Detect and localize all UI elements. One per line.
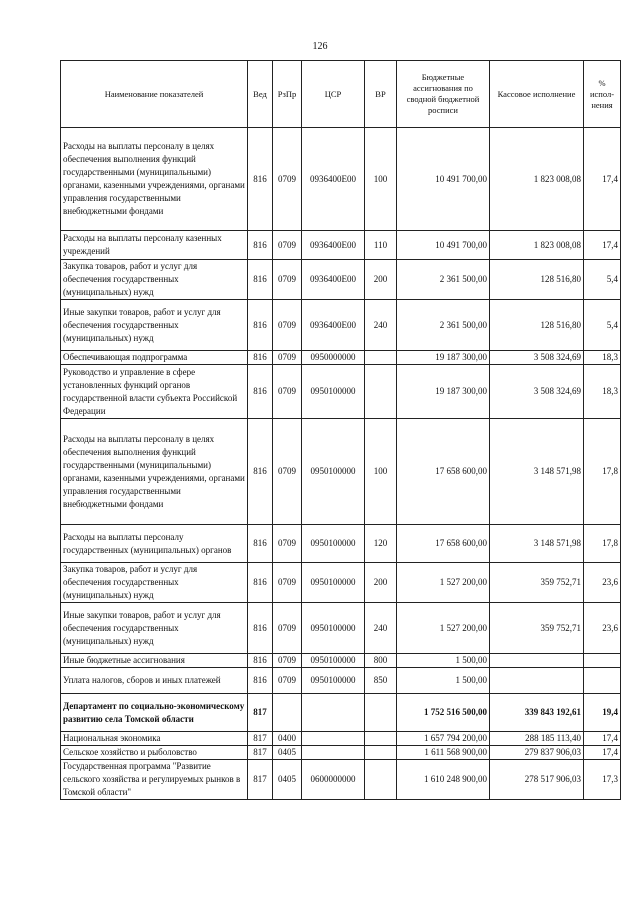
cell-csr: 0950100000 — [302, 365, 365, 419]
cell-csr: 0600000000 — [302, 760, 365, 800]
cell-assign: 2 361 500,00 — [397, 300, 490, 351]
col-header-rzpr: РзПр — [273, 61, 302, 128]
cell-rzpr: 0709 — [273, 128, 302, 231]
cell-vr: 120 — [365, 525, 397, 563]
cell-vr: 100 — [365, 128, 397, 231]
cell-assign: 1 500,00 — [397, 654, 490, 668]
cell-vr: 200 — [365, 260, 397, 300]
cell-name: Закупка товаров, работ и услуг для обеспечения государственных (муниципальных) нужд — [61, 563, 248, 603]
cell-vr: 240 — [365, 300, 397, 351]
cell-vr: 100 — [365, 419, 397, 525]
cell-name: Расходы на выплаты персоналу в целях обеспечения выполнения функций государственными (муниципальными) органами, казенными учреждениями, органами управления государственными внебюджетными фондами — [61, 419, 248, 525]
cell-name: Иные бюджетные ассигнования — [61, 654, 248, 668]
col-header-csr: ЦСР — [302, 61, 365, 128]
cell-ved: 816 — [248, 128, 273, 231]
table-row — [61, 231, 621, 260]
cell-vr: 850 — [365, 668, 397, 694]
cell-rzpr: 0405 — [273, 760, 302, 800]
cell-rzpr: 0709 — [273, 300, 302, 351]
table-row — [61, 563, 621, 603]
table-row — [61, 260, 621, 300]
cell-assign: 1 657 794 200,00 — [397, 732, 490, 746]
cell-pct — [584, 668, 621, 694]
cell-rzpr: 0709 — [273, 260, 302, 300]
cell-vr — [365, 351, 397, 365]
cell-vr: 110 — [365, 231, 397, 260]
cell-pct: 17,8 — [584, 419, 621, 525]
cell-csr — [302, 694, 365, 732]
cell-name: Департамент по социально-экономическому развитию села Томской области — [61, 694, 248, 732]
table-row — [61, 746, 621, 760]
cell-csr: 0950000000 — [302, 351, 365, 365]
cell-name: Национальная экономика — [61, 732, 248, 746]
cell-rzpr: 0405 — [273, 746, 302, 760]
cell-cash — [490, 654, 584, 668]
cell-ved: 816 — [248, 231, 273, 260]
cell-cash: 278 517 906,03 — [490, 760, 584, 800]
cell-vr — [365, 694, 397, 732]
cell-ved: 816 — [248, 300, 273, 351]
cell-vr — [365, 746, 397, 760]
cell-ved: 816 — [248, 419, 273, 525]
cell-csr: 0950100000 — [302, 603, 365, 654]
col-header-pct: % испол-нения — [584, 61, 621, 128]
col-header-assign: Бюджетные ассигнования по сводной бюджетной росписи — [397, 61, 490, 128]
cell-name: Обеспечивающая подпрограмма — [61, 351, 248, 365]
cell-cash: 288 185 113,40 — [490, 732, 584, 746]
cell-name: Иные закупки товаров, работ и услуг для обеспечения государственных (муниципальных) нужд — [61, 603, 248, 654]
cell-assign: 17 658 600,00 — [397, 525, 490, 563]
cell-csr: 0950100000 — [302, 563, 365, 603]
cell-rzpr: 0709 — [273, 654, 302, 668]
cell-name: Руководство и управление в сфере установленных функций органов государственной власти субъекта Российской Федерации — [61, 365, 248, 419]
table-row — [61, 300, 621, 351]
cell-rzpr: 0709 — [273, 419, 302, 525]
cell-vr — [365, 732, 397, 746]
cell-cash: 128 516,80 — [490, 300, 584, 351]
cell-rzpr — [273, 694, 302, 732]
cell-rzpr: 0709 — [273, 668, 302, 694]
cell-assign: 19 187 300,00 — [397, 351, 490, 365]
table-row — [61, 760, 621, 800]
cell-assign: 1 610 248 900,00 — [397, 760, 490, 800]
cell-ved: 817 — [248, 760, 273, 800]
cell-ved: 817 — [248, 732, 273, 746]
col-header-ved: Вед — [248, 61, 273, 128]
cell-ved: 816 — [248, 603, 273, 654]
cell-cash: 1 823 008,08 — [490, 231, 584, 260]
cell-name: Сельское хозяйство и рыболовство — [61, 746, 248, 760]
cell-assign: 17 658 600,00 — [397, 419, 490, 525]
cell-pct: 5,4 — [584, 300, 621, 351]
cell-cash: 1 823 008,08 — [490, 128, 584, 231]
cell-assign: 1 500,00 — [397, 668, 490, 694]
cell-name: Расходы на выплаты персоналу государственных (муниципальных) органов — [61, 525, 248, 563]
cell-name: Расходы на выплаты персоналу казенных учреждений — [61, 231, 248, 260]
cell-vr — [365, 365, 397, 419]
cell-cash: 3 508 324,69 — [490, 365, 584, 419]
page-number: 126 — [312, 41, 328, 52]
cell-assign: 1 527 200,00 — [397, 563, 490, 603]
cell-assign: 10 491 700,00 — [397, 231, 490, 260]
cell-vr: 200 — [365, 563, 397, 603]
cell-name: Уплата налогов, сборов и иных платежей — [61, 668, 248, 694]
col-header-cash: Кассовое исполнение — [490, 61, 584, 128]
cell-assign: 19 187 300,00 — [397, 365, 490, 419]
cell-pct: 17,4 — [584, 128, 621, 231]
cell-pct: 18,3 — [584, 351, 621, 365]
cell-rzpr: 0709 — [273, 563, 302, 603]
cell-csr: 0936400Е00 — [302, 128, 365, 231]
cell-pct: 17,4 — [584, 231, 621, 260]
cell-name: Закупка товаров, работ и услуг для обеспечения государственных (муниципальных) нужд — [61, 260, 248, 300]
table-row — [61, 525, 621, 563]
table-row — [61, 668, 621, 694]
cell-csr: 0950100000 — [302, 525, 365, 563]
cell-vr: 240 — [365, 603, 397, 654]
table-row — [61, 419, 621, 525]
cell-rzpr: 0400 — [273, 732, 302, 746]
cell-assign: 2 361 500,00 — [397, 260, 490, 300]
cell-csr: 0936400Е00 — [302, 300, 365, 351]
table-row — [61, 654, 621, 668]
cell-csr: 0936400Е00 — [302, 231, 365, 260]
cell-name: Государственная программа "Развитие сельского хозяйства и регулируемых рынков в Томской области" — [61, 760, 248, 800]
cell-pct: 19,4 — [584, 694, 621, 732]
cell-vr: 800 — [365, 654, 397, 668]
cell-ved: 816 — [248, 668, 273, 694]
header-row — [61, 61, 621, 128]
table-row — [61, 732, 621, 746]
cell-ved: 816 — [248, 260, 273, 300]
cell-pct: 17,4 — [584, 732, 621, 746]
cell-pct: 18,3 — [584, 365, 621, 419]
cell-ved: 816 — [248, 654, 273, 668]
col-header-name: Наименование показателей — [61, 61, 248, 128]
cell-rzpr: 0709 — [273, 603, 302, 654]
cell-csr: 0950100000 — [302, 654, 365, 668]
cell-name: Иные закупки товаров, работ и услуг для обеспечения государственных (муниципальных) нужд — [61, 300, 248, 351]
cell-rzpr: 0709 — [273, 525, 302, 563]
cell-pct: 23,6 — [584, 603, 621, 654]
cell-rzpr: 0709 — [273, 351, 302, 365]
cell-cash: 359 752,71 — [490, 563, 584, 603]
cell-assign: 10 491 700,00 — [397, 128, 490, 231]
cell-csr: 0950100000 — [302, 419, 365, 525]
table-row — [61, 351, 621, 365]
cell-ved: 816 — [248, 525, 273, 563]
table-row — [61, 128, 621, 231]
cell-assign: 1 611 568 900,00 — [397, 746, 490, 760]
cell-vr — [365, 760, 397, 800]
cell-cash: 3 508 324,69 — [490, 351, 584, 365]
table-row — [61, 365, 621, 419]
table-row — [61, 603, 621, 654]
cell-csr: 0950100000 — [302, 668, 365, 694]
cell-cash: 339 843 192,61 — [490, 694, 584, 732]
cell-csr: 0936400Е00 — [302, 260, 365, 300]
cell-cash: 3 148 571,98 — [490, 525, 584, 563]
cell-cash: 128 516,80 — [490, 260, 584, 300]
cell-ved: 817 — [248, 746, 273, 760]
cell-cash: 359 752,71 — [490, 603, 584, 654]
cell-assign: 1 527 200,00 — [397, 603, 490, 654]
cell-ved: 816 — [248, 365, 273, 419]
cell-csr — [302, 746, 365, 760]
cell-ved: 816 — [248, 351, 273, 365]
cell-rzpr: 0709 — [273, 231, 302, 260]
table-row — [61, 694, 621, 732]
cell-name: Расходы на выплаты персоналу в целях обеспечения выполнения функций государственными (муниципальными) органами, казенными учреждениями, органами управления государственными внебюджетными фондами — [61, 128, 248, 231]
cell-pct — [584, 654, 621, 668]
cell-ved: 816 — [248, 563, 273, 603]
cell-csr — [302, 732, 365, 746]
cell-pct: 5,4 — [584, 260, 621, 300]
cell-pct: 17,8 — [584, 525, 621, 563]
cell-ved: 817 — [248, 694, 273, 732]
cell-rzpr: 0709 — [273, 365, 302, 419]
cell-pct: 23,6 — [584, 563, 621, 603]
col-header-vr: ВР — [365, 61, 397, 128]
cell-pct: 17,3 — [584, 760, 621, 800]
cell-cash: 279 837 906,03 — [490, 746, 584, 760]
budget-table — [60, 60, 621, 800]
cell-assign: 1 752 516 500,00 — [397, 694, 490, 732]
cell-cash: 3 148 571,98 — [490, 419, 584, 525]
cell-pct: 17,4 — [584, 746, 621, 760]
cell-cash — [490, 668, 584, 694]
